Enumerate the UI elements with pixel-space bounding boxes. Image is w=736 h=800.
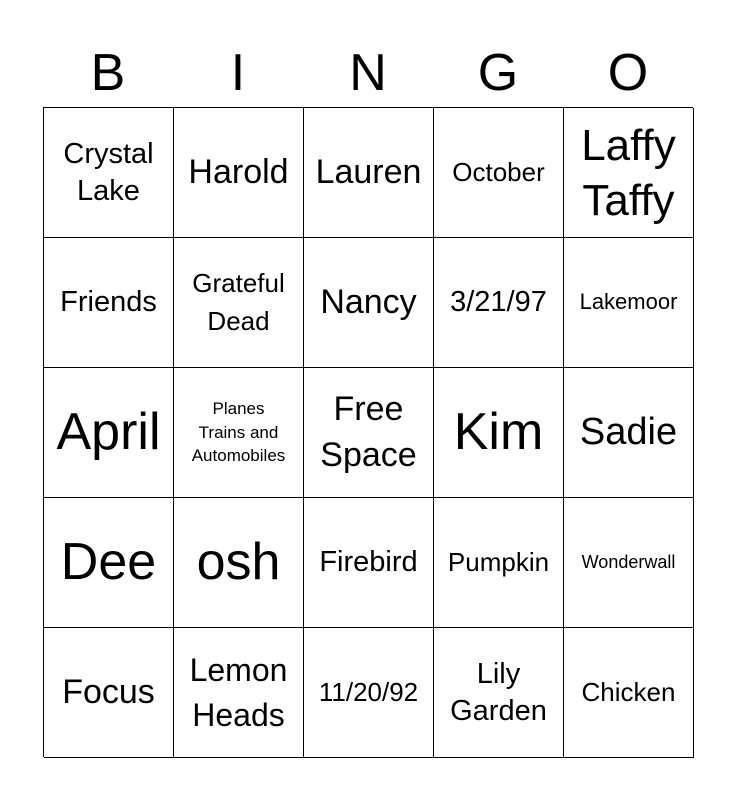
bingo-cell-r0-c2[interactable]: Lauren bbox=[304, 108, 434, 238]
bingo-cell-r3-c1[interactable]: osh bbox=[174, 498, 304, 628]
bingo-cell-r2-c4[interactable]: Sadie bbox=[564, 368, 694, 498]
bingo-cell-r4-c2[interactable]: 11/20/92 bbox=[304, 628, 434, 758]
header-letter-n: N bbox=[349, 44, 387, 102]
bingo-cell-r2-c3[interactable]: Kim bbox=[434, 368, 564, 498]
bingo-cell-r4-c4[interactable]: Chicken bbox=[564, 628, 694, 758]
header-letter-i: I bbox=[230, 44, 246, 102]
bingo-cell-r0-c1[interactable]: Harold bbox=[174, 108, 304, 238]
bingo-cell-r3-c4[interactable]: Wonderwall bbox=[564, 498, 694, 628]
bingo-cell-r3-c2[interactable]: Firebird bbox=[304, 498, 434, 628]
bingo-cell-r1-c3[interactable]: 3/21/97 bbox=[434, 238, 564, 368]
bingo-cell-r3-c0[interactable]: Dee bbox=[44, 498, 174, 628]
header-letter-g: G bbox=[477, 44, 519, 102]
bingo-cell-r0-c4[interactable]: Laffy Taffy bbox=[564, 108, 694, 238]
free-space-cell[interactable]: Free Space bbox=[304, 368, 434, 498]
bingo-cell-r2-c0[interactable]: April bbox=[44, 368, 174, 498]
bingo-cell-r1-c1[interactable]: Grateful Dead bbox=[174, 238, 304, 368]
header-letter-b: B bbox=[90, 44, 126, 102]
bingo-header bbox=[43, 38, 693, 108]
bingo-cell-r2-c1[interactable]: Planes Trains and Automobiles bbox=[174, 368, 304, 498]
header-letter-o: O bbox=[607, 44, 649, 102]
bingo-cell-r4-c1[interactable]: Lemon Heads bbox=[174, 628, 304, 758]
bingo-cell-r3-c3[interactable]: Pumpkin bbox=[434, 498, 564, 628]
bingo-cell-r0-c0[interactable]: Crystal Lake bbox=[44, 108, 174, 238]
bingo-cell-r4-c0[interactable]: Focus bbox=[44, 628, 174, 758]
bingo-cell-r4-c3[interactable]: Lily Garden bbox=[434, 628, 564, 758]
bingo-cell-r1-c4[interactable]: Lakemoor bbox=[564, 238, 694, 368]
bingo-cell-r1-c2[interactable]: Nancy bbox=[304, 238, 434, 368]
bingo-cell-r1-c0[interactable]: Friends bbox=[44, 238, 174, 368]
bingo-cell-r0-c3[interactable]: October bbox=[434, 108, 564, 238]
bingo-board bbox=[43, 107, 693, 757]
